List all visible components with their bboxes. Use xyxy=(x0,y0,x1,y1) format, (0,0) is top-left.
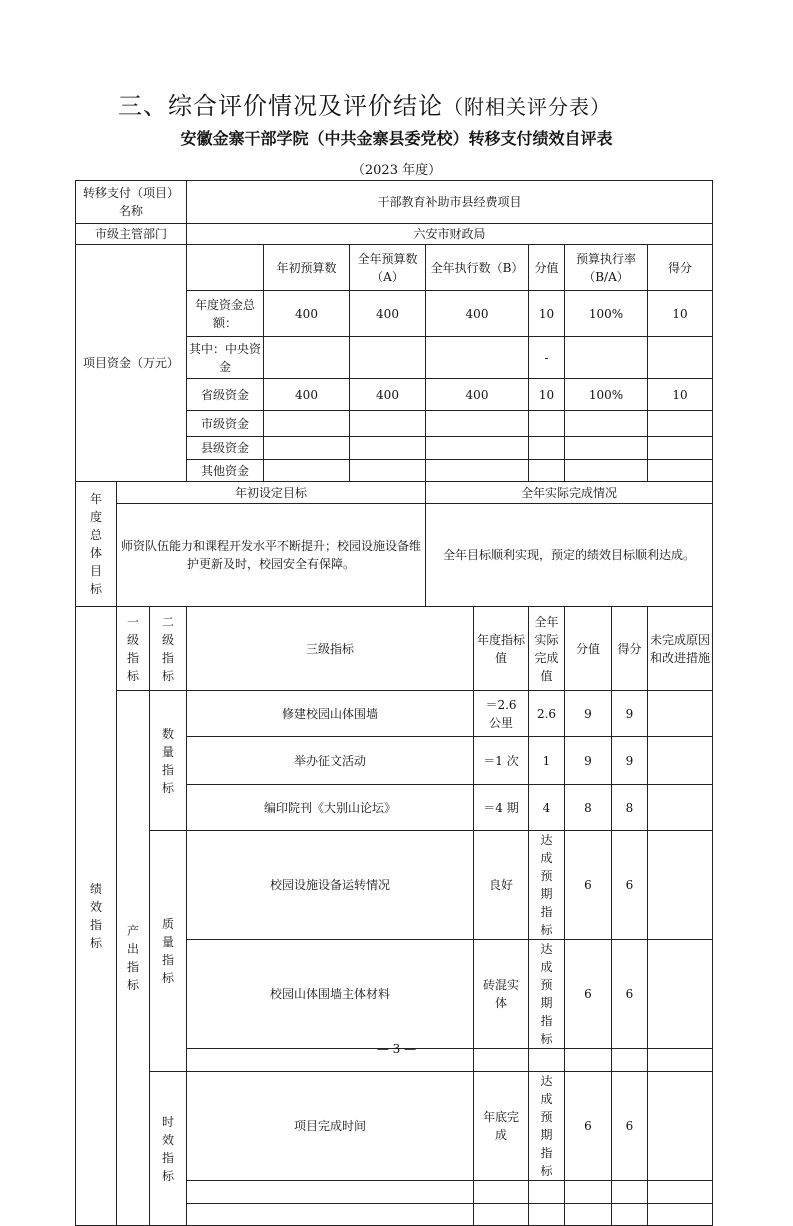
fund-v3 xyxy=(426,411,529,437)
fund-got xyxy=(648,337,713,379)
fund-score xyxy=(529,437,565,460)
goal-target-header: 年初设定目标 xyxy=(117,482,426,504)
fund-name: 年度资金总额： xyxy=(187,291,264,337)
goal-actual: 全年目标顺利实现，预定的绩效目标顺利达成。 xyxy=(426,504,713,607)
fund-v2 xyxy=(350,460,426,482)
fund-v2: 400 xyxy=(350,379,426,411)
fund-got: 10 xyxy=(648,291,713,337)
dept-label: 市级主管部门 xyxy=(76,224,187,245)
funds-label: 项目资金（万元） xyxy=(76,245,187,482)
perf-header: 分值 xyxy=(565,607,612,691)
perf-target: 砖混实体 xyxy=(474,940,529,1049)
funds-header-blank xyxy=(187,245,264,291)
perf-name: 项目完成时间 xyxy=(187,1072,474,1181)
perf-row xyxy=(76,831,713,940)
perf-actual: 4 xyxy=(529,785,565,831)
perf-name: 校园设施设备运转情况 xyxy=(187,831,474,940)
perf-target: 良好 xyxy=(474,831,529,940)
perf-got: 9 xyxy=(612,737,648,785)
fund-score xyxy=(529,460,565,482)
dept-value: 六安市财政局 xyxy=(187,224,713,245)
perf-name: 举办征文活动 xyxy=(187,737,474,785)
perf-target: 年底完成 xyxy=(474,1072,529,1181)
section-title xyxy=(118,86,611,121)
fund-score xyxy=(529,411,565,437)
funds-header: 得分 xyxy=(648,245,713,291)
perf-score: 8 xyxy=(565,785,612,831)
project-label: 转移支付（项目）名称 xyxy=(76,181,187,224)
perf-score: 6 xyxy=(565,831,612,940)
perf-got: 9 xyxy=(612,691,648,737)
perf-actual: 达成预期指标 xyxy=(529,1072,565,1181)
fund-score: 10 xyxy=(529,379,565,411)
funds-header: 全年预算数（A） xyxy=(350,245,426,291)
perf-actual: 达成预期指标 xyxy=(529,831,565,940)
perf-row xyxy=(76,691,713,737)
perf-name: 修建校园山体围墙 xyxy=(187,691,474,737)
perf-target: ＝2.6公里 xyxy=(474,691,529,737)
doc-title: 安徽金寨干部学院（中共金寨县委党校）转移支付绩效自评表 xyxy=(180,129,613,148)
funds-header: 预算执行率（B/A） xyxy=(565,245,648,291)
perf-l1: 产出指标 xyxy=(117,691,150,1226)
fund-v3 xyxy=(426,437,529,460)
fund-v2 xyxy=(350,411,426,437)
perf-group-quantity: 数量指标 xyxy=(150,691,187,831)
perf-reason xyxy=(648,831,713,940)
fund-v2 xyxy=(350,337,426,379)
fund-got: 10 xyxy=(648,379,713,411)
perf-header: 得分 xyxy=(612,607,648,691)
perf-reason xyxy=(648,1072,713,1181)
fund-v3: 400 xyxy=(426,291,529,337)
perf-header: 二级指标 xyxy=(150,607,187,691)
fund-v3 xyxy=(426,460,529,482)
fund-rate xyxy=(565,337,648,379)
perf-got: 6 xyxy=(612,1072,648,1181)
page-number: — 3 — xyxy=(376,1042,417,1056)
perf-reason xyxy=(648,691,713,737)
perf-score: 6 xyxy=(565,1072,612,1181)
perf-row xyxy=(76,1072,713,1181)
perf-name: 校园山体围墙主体材料 xyxy=(187,940,474,1049)
perf-reason xyxy=(648,940,713,1049)
fund-got xyxy=(648,411,713,437)
fund-rate: 100% xyxy=(565,379,648,411)
fund-v1: 400 xyxy=(264,291,350,337)
perf-header: 一级指标 xyxy=(117,607,150,691)
fund-got xyxy=(648,437,713,460)
goal-target: 师资队伍能力和课程开发水平不断提升；校园设施设备维护更新及时，校园安全有保障。 xyxy=(117,504,426,607)
perf-header: 三级指标 xyxy=(187,607,474,691)
perf-got: 6 xyxy=(612,831,648,940)
fund-v2: 400 xyxy=(350,291,426,337)
fund-v1 xyxy=(264,460,350,482)
perf-header: 未完成原因和改进措施 xyxy=(648,607,713,691)
perf-reason xyxy=(648,737,713,785)
doc-year: （2023 年度） xyxy=(351,163,442,178)
funds-header: 全年执行数（B） xyxy=(426,245,529,291)
perf-actual: 1 xyxy=(529,737,565,785)
perf-score: 9 xyxy=(565,691,612,737)
goal-actual-header: 全年实际完成情况 xyxy=(426,482,713,504)
funds-header: 分值 xyxy=(529,245,565,291)
perf-score: 6 xyxy=(565,940,612,1049)
fund-score: 10 xyxy=(529,291,565,337)
goal-label: 年度总体目标 xyxy=(76,482,117,607)
fund-got xyxy=(648,460,713,482)
perf-group-time: 时效指标 xyxy=(150,1072,187,1226)
perf-label: 绩效指标 xyxy=(76,607,117,1226)
project-value: 干部教育补助市县经费项目 xyxy=(187,181,713,224)
fund-rate xyxy=(565,437,648,460)
fund-name: 其他资金 xyxy=(187,460,264,482)
fund-name: 省级资金 xyxy=(187,379,264,411)
fund-name: 其中：中央资金 xyxy=(187,337,264,379)
perf-group-quality: 质量指标 xyxy=(150,831,187,1072)
perf-header: 全年实际完成值 xyxy=(529,607,565,691)
perf-actual: 2.6 xyxy=(529,691,565,737)
fund-v1 xyxy=(264,437,350,460)
perf-name: 编印院刊《大别山论坛》 xyxy=(187,785,474,831)
perf-got: 8 xyxy=(612,785,648,831)
fund-v3 xyxy=(426,337,529,379)
perf-reason xyxy=(648,785,713,831)
perf-header: 年度指标值 xyxy=(474,607,529,691)
perf-score: 9 xyxy=(565,737,612,785)
section-title-text: 三、综合评价情况及评价结论 xyxy=(118,92,443,120)
perf-actual: 达成预期指标 xyxy=(529,940,565,1049)
fund-name: 县级资金 xyxy=(187,437,264,460)
evaluation-table xyxy=(75,180,713,1226)
perf-target: ＝4 期 xyxy=(474,785,529,831)
fund-v3: 400 xyxy=(426,379,529,411)
fund-v1: 400 xyxy=(264,379,350,411)
perf-got: 6 xyxy=(612,940,648,1049)
fund-rate xyxy=(565,411,648,437)
fund-v1 xyxy=(264,411,350,437)
funds-header: 年初预算数 xyxy=(264,245,350,291)
fund-v2 xyxy=(350,437,426,460)
fund-score: - xyxy=(529,337,565,379)
section-title-paren: （附相关评分表） xyxy=(443,95,611,119)
fund-name: 市级资金 xyxy=(187,411,264,437)
fund-v1 xyxy=(264,337,350,379)
fund-rate xyxy=(565,460,648,482)
perf-target: ＝1 次 xyxy=(474,737,529,785)
fund-rate: 100% xyxy=(565,291,648,337)
